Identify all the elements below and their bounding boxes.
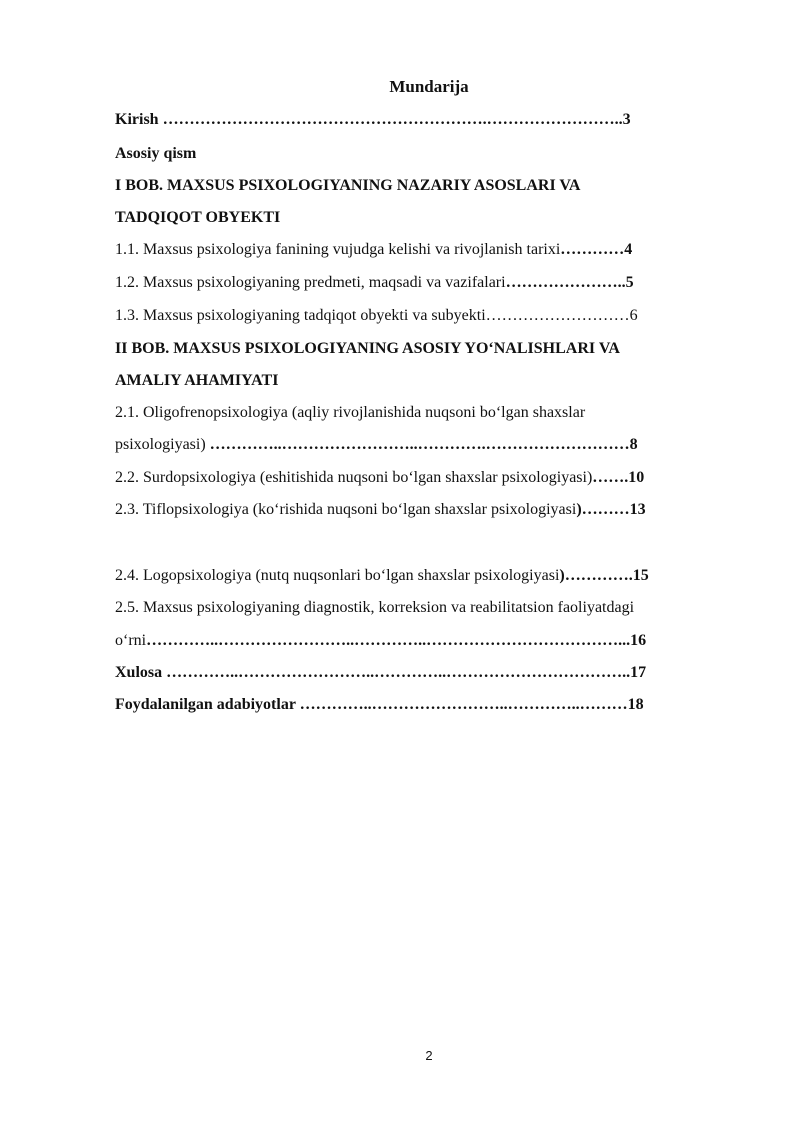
toc-chapter-2-title: II BOB. MAXSUS PSIXOLOGIYANING ASOSIY YO‘NALISHLARI VA: [115, 340, 620, 357]
toc-entry-dots-page: )………….15: [559, 567, 649, 584]
toc-entry-label: 2.2. Surdopsixologiya (eshitishida nuqsoni bo‘lgan shaxslar psixologiyasi): [115, 469, 593, 486]
toc-entry-dots-page: …………4: [560, 241, 633, 258]
toc-entry-label: psixologiyasi): [115, 436, 206, 453]
toc-entry-dots-page: …………………..5: [505, 274, 634, 291]
page-title: Mundarija: [389, 77, 469, 96]
toc-entry-2-2: [115, 468, 644, 488]
toc-entry-2-3: [115, 500, 646, 520]
toc-entry-dots-page: …….10: [592, 469, 645, 486]
toc-entry-label: 2.3. Tiflopsixologiya (ko‘rishida nuqsoni bo‘lgan shaxslar psixologiyasi: [115, 501, 577, 518]
toc-entry-2-5: 2.5. Maxsus psixologiyaning diagnostik, korreksion va reabilitatsion faoliyatdagi: [115, 599, 635, 616]
toc-entry-dots-page: )………13: [576, 501, 646, 518]
toc-chapter-1-title-continued: TADQIQOT OBYEKTI: [115, 209, 281, 226]
toc-entry-label: 1.2. Maxsus psixologiyaning predmeti, maqsadi va vazifalari: [115, 274, 506, 291]
toc-entry-conclusion: Xulosa …………..……………………..…………..……………………………..17: [115, 664, 647, 681]
toc-entry-references: Foydalanilgan adabiyotlar …………..……………………..…………..………18: [115, 696, 644, 713]
toc-entry-label: o‘rni: [115, 632, 147, 649]
toc-entry-label: 1.1. Maxsus psixologiya fanining vujudga kelishi va rivojlanish tarixi: [115, 241, 561, 258]
toc-chapter-1-title: I BOB. MAXSUS PSIXOLOGIYANING NAZARIY ASOSLARI VA: [115, 177, 581, 194]
toc-entry-1-1: [115, 240, 632, 260]
toc-section-main-part: Asosiy qism: [115, 145, 197, 162]
toc-entry-introduction: Kirish …………………………………………………….……………………..3: [115, 111, 631, 128]
page-number: 2: [425, 1048, 433, 1063]
toc-chapter-2-title-continued: AMALIY AHAMIYATI: [115, 372, 279, 389]
toc-entry-2-1-continued: [115, 435, 638, 455]
toc-entry-2-1: 2.1. Oligofrenopsixologiya (aqliy rivojlanishida nuqsoni bo‘lgan shaxslar: [115, 404, 586, 421]
toc-entry-dots-page: …………..……………………..………….………………………8: [205, 436, 638, 453]
toc-entry-1-3: 1.3. Maxsus psixologiyaning tadqiqot obyekti va subyekti………………………6: [115, 307, 638, 324]
toc-entry-2-4: [115, 566, 649, 586]
toc-entry-dots-page: …………..……………………..…………..………………………………...16: [146, 632, 647, 649]
toc-entry-1-2: [115, 273, 634, 293]
toc-entry-2-5-continued: [115, 631, 646, 651]
toc-entry-label: 2.4. Logopsixologiya (nutq nuqsonlari bo‘lgan shaxslar psixologiyasi: [115, 567, 560, 584]
